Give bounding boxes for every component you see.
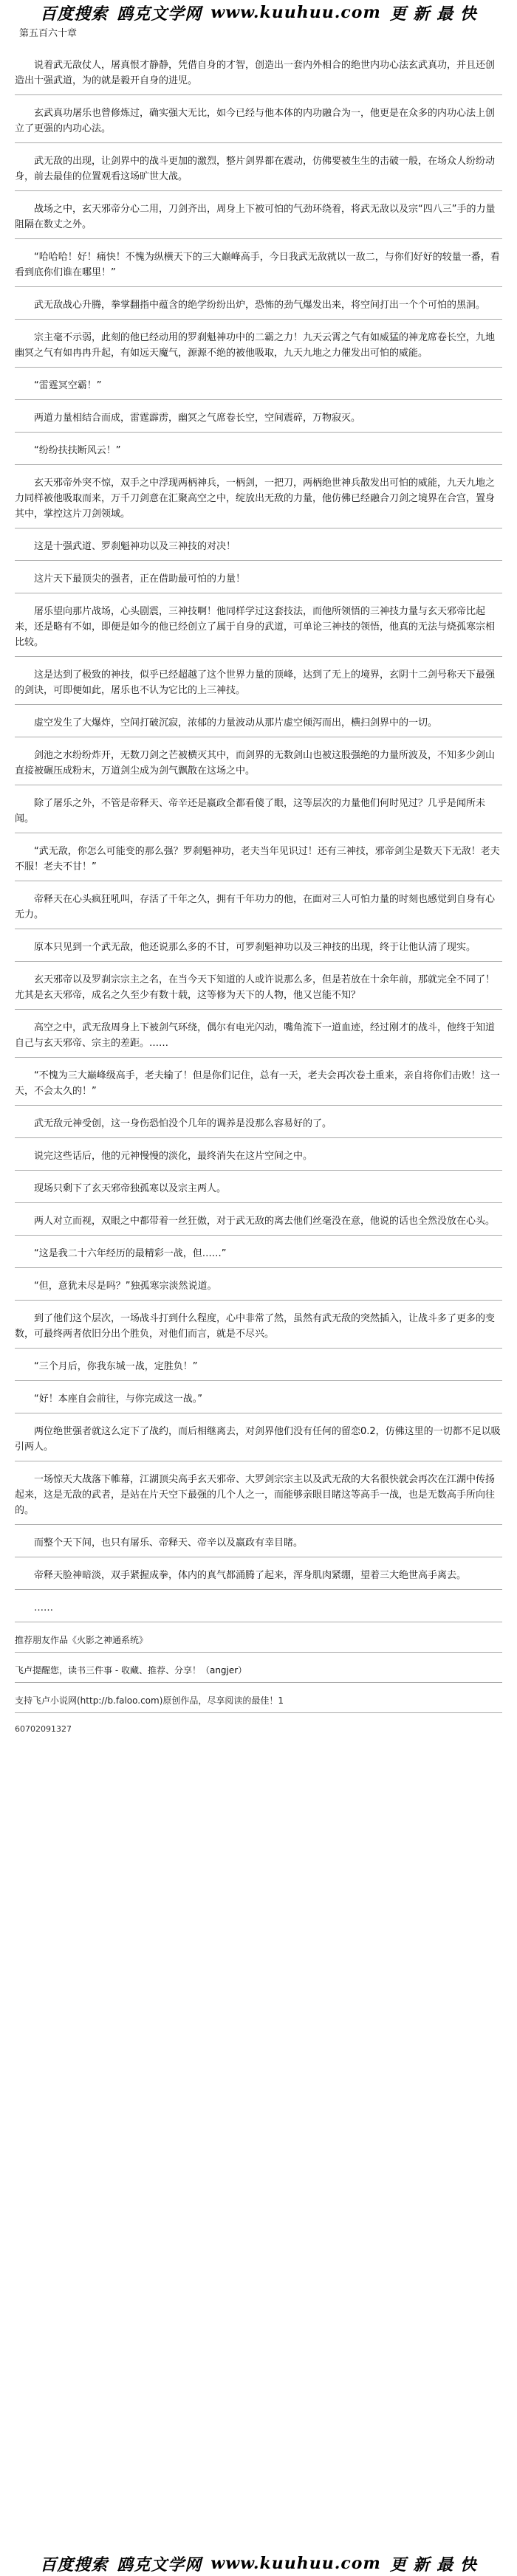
banner-tagline: 更 新 最 快 <box>389 2555 477 2575</box>
paragraph: “纷纷扶扶断风云！” <box>15 443 502 465</box>
paragraph: “三个月后，你我东城一战，定胜负！” <box>15 1359 502 1381</box>
paragraph: 武无敌的出现，让剑界中的战斗更加的激烈，整片剑界都在震动，仿佛要被生生的击破一般，在场众人纷纷动身，前去最佳的位置观看这场旷世大战。 <box>15 154 502 191</box>
paragraph: 玄天邪帝以及罗刹宗宗主之名，在当今天下知道的人或许说那么多，但是若放在十余年前，那就完全不同了！尤其是玄天邪帝，成名之久至少有数十载，这等修为天下的人物，他又岂能不知？ <box>15 972 502 1010</box>
paragraph: 两人对立而视，双眼之中都带着一丝狂傲，对于武无敌的离去他们丝毫没在意，他说的话也全然没放在心头。 <box>15 1213 502 1236</box>
paragraph: 除了屠乐之外，不管是帝释天、帝辛还是嬴政全都看傻了眼，这等层次的力量他们何时见过？几乎是闻所未闻。 <box>15 796 502 833</box>
paragraph: 虚空发生了大爆炸，空间打破沉寂，浓郁的力量波动从那片虚空倾泻而出，横扫剑界中的一切。 <box>15 715 502 737</box>
paragraph: …… <box>15 1600 502 1622</box>
paragraph: “哈哈哈！好！痛快！不愧为纵横天下的三大巅峰高手，今日我武无敌就以一敌二，与你们好好的较量一番，看看到底你们谁在哪里！” <box>15 249 502 287</box>
paragraph: 这片天下最顶尖的强者，正在借助最可怕的力量！ <box>15 571 502 593</box>
chapter-content <box>15 27 502 1735</box>
paragraph: “好！本座自会前往，与你完成这一战。” <box>15 1391 502 1413</box>
paragraph: “不愧为三大巅峰级高手，老夫输了！但是你们记住，总有一天，老夫会再次卷土重来，亲自将你们击败！这一天，不会太久的！” <box>15 1068 502 1106</box>
page-stamp: 60702091327 <box>15 1724 72 1734</box>
paragraph: 武无敌元神受创，这一身伤恐怕没个几年的调养是没那么容易好的了。 <box>15 1116 502 1138</box>
recommend-line: 推荐朋友作品《火影之神通系统》 <box>15 1633 502 1653</box>
paragraph: 宗主毫不示弱，此刻的他已经动用的罗刹魁神功中的二霸之力！九天云霄之气有如威猛的神龙席卷长空，九地幽冥之气有如冉冉升起，有如远天魔气，源源不绝的被他吸取，九天九地之力催发出可怕的威能。 <box>15 330 502 368</box>
banner-url[interactable]: www.kuuhuu.com <box>210 3 381 22</box>
paragraph: 两道力量相结合而成，雷霆霹雳，幽冥之气席卷长空，空间震碎，万物寂灭。 <box>15 410 502 433</box>
chapter-title: 第五百六十章 <box>19 28 78 39</box>
paragraph: 高空之中，武无敌周身上下被剑气环绕，偶尔有电光闪动，嘴角流下一道血迹，经过刚才的战斗，他终于知道自己与玄天邪帝、宗主的差距。…… <box>15 1020 502 1058</box>
banner-brand: 鸥克文学网 <box>117 4 202 24</box>
paragraph: 武无敌战心升腾，拳掌翻指中蕴含的绝学纷纷出炉，恐怖的劲气爆发出来，将空间打出一个个可怕的黑洞。 <box>15 297 502 320</box>
banner-url[interactable]: www.kuuhuu.com <box>210 2554 381 2573</box>
paragraph: “雷霆冥空霸！” <box>15 378 502 400</box>
support-link[interactable]: 支持飞卢小说网(http://b.faloo.com)原创作品，尽享阅读的最佳！1 <box>15 1693 502 1713</box>
paragraph: 而整个天下间，也只有屠乐、帝释天、帝辛以及嬴政有幸目睹。 <box>15 1535 502 1557</box>
paragraph: 玄武真功屠乐也曾修炼过，确实强大无比，如今已经与他本体的内功融合为一，他更是在众多的内功心法上创立了更强的内功心法。 <box>15 106 502 143</box>
paragraph: 战场之中，玄天邪帝分心二用，刀剑齐出，周身上下被可怕的气劲环绕着，将武无敌以及宗“四八三”手的力量阻隔在数丈之外。 <box>15 202 502 239</box>
paragraph: 玄天邪帝外突不惊，双手之中浮现两柄神兵，一柄剑，一把刀，两柄绝世神兵散发出可怕的威能，九天九地之力同样被他吸取而来，万千刀剑意在汇聚高空之中，绽放出无敌的力量，他仿佛已经融合刀剑之境界在合宫，置身其中，掌控这片刀剑领域。 <box>15 475 502 528</box>
paragraph: 剑池之水纷纷炸开，无数刀剑之芒被横灭其中，而剑界的无数剑山也被这股强绝的力量所波及，不知多少剑山直接被碾压成粉末，万道剑尘成为剑气飘散在这场之中。 <box>15 748 502 785</box>
paragraph: “这是我二十六年经历的最精彩一战，但……” <box>15 1246 502 1268</box>
paragraph: “武无敌，你怎么可能变的那么强？罗刹魁神功，老夫当年见识过！还有三神技，邪帝剑尘是数天下无敌！老夫不服！老夫不甘！” <box>15 844 502 881</box>
paragraph: 帝释天在心头疯狂吼叫，存活了千年之久，拥有千年功力的他，在面对三人可怕力量的时刻也感觉到自身有心无力。 <box>15 892 502 929</box>
paragraph: 到了他们这个层次，一场战斗打到什么程度，心中非常了然，虽然有武无敌的突然插入，让战斗多了更多的变数，可最终两者依旧分出个胜负，对他们而言，就是不尽兴。 <box>15 1311 502 1349</box>
paragraph: 屠乐望向那片战场，心头剧震，三神技啊！他同样学过这套技法，而他所领悟的三神技力量与玄天邪帝比起来，还是略有不如，即便是如今的他已经创立了属于自身的武道，可单论三神技的领悟，他真的无法与烧孤寒宗相比较。 <box>15 604 502 657</box>
paragraph: 原本只见到一个武无敌，他还说那么多的不甘，可罗刹魁神功以及三神技的出现，终于让他认清了现实。 <box>15 940 502 962</box>
paragraph-list <box>15 58 502 1622</box>
paragraph: 说完这些话后，他的元神慢慢的淡化，最终消失在这片空间之中。 <box>15 1148 502 1171</box>
paragraph: 这是十强武道、罗刹魁神功以及三神技的对决！ <box>15 539 502 561</box>
paragraph: 说着武无敌仗人，屠真恨才静静，凭借自身的才智，创造出一套内外相合的绝世内功心法玄武真功，并且还创造出十强武道，为的就是毅开自身的进児。 <box>15 58 502 95</box>
paragraph: 现场只剩下了玄天邪帝独孤寒以及宗主两人。 <box>15 1181 502 1203</box>
banner-brand: 鸥克文学网 <box>117 2555 202 2575</box>
paragraph: 一场惊天大战落下帷幕，江湖顶尖高手玄天邪帝、大罗剑宗宗主以及武无敌的大名很快就会再次在江湖中传扬起来，这是无敌的武者，是站在片天空下最强的几个人之一，而能够亲眼目睹这等高手一战，也是无数高手所向往的。 <box>15 1472 502 1525</box>
paragraph: 帝释天脸神暗淡，双手紧握成拳，体内的真气都涌腾了起来，浑身肌肉紧绷，望着三大绝世高手离去。 <box>15 1568 502 1590</box>
paragraph: “但，意犹未尽是吗？”独孤寒宗淡然说道。 <box>15 1278 502 1301</box>
share-line: 飞卢提醒您，读书三件事 - 收藏、推荐、分享！（angjer） <box>15 1663 502 1683</box>
banner-tagline: 更 新 最 快 <box>389 4 477 24</box>
top-banner <box>0 0 517 25</box>
banner-search-text: 百度搜索 <box>40 2555 109 2575</box>
bottom-banner <box>0 2551 517 2576</box>
paragraph: 两位绝世强者就这么定下了战约，而后相继离去，对剑界他们没有任何的留恋0.2，仿佛这里的一切都不足以吸引两人。 <box>15 1424 502 1461</box>
paragraph: 这是达到了极致的神技，似乎已经超越了这个世界力量的顶峰，达到了无上的境界，玄阴十二剑号称天下最强的剑诀，可即便如此，屠乐也不认为它比的上三神技。 <box>15 667 502 705</box>
banner-search-text: 百度搜索 <box>40 4 109 24</box>
